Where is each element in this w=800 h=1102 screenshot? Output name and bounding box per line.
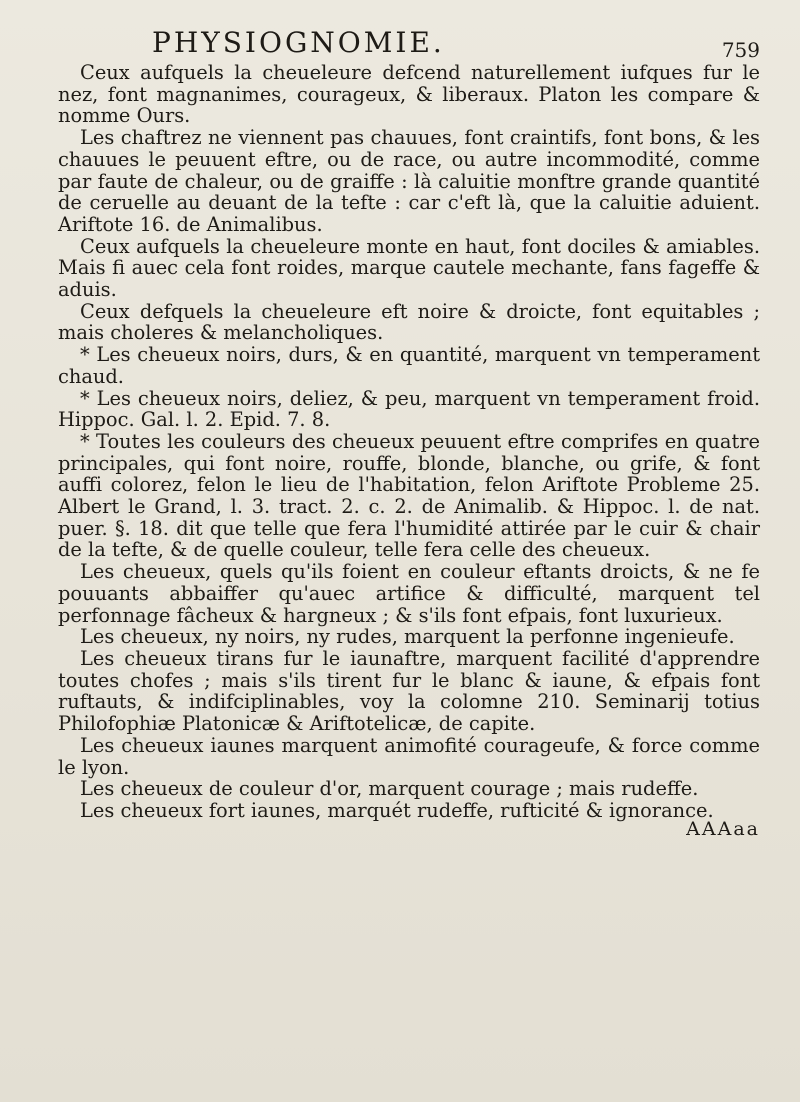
paragraph: Les chaftrez ne viennent pas chauues, font craintifs, font bons, & les chauues le peuuent eftre, ou de race, ou autre incommodité, comme par faute de chaleur, ou de graiffe : là caluitie monftre grande quantité de ceruelle au deuant de la tefte : car c'eft là, que la caluitie aduient. Ariftote 16. de Animalibus.	[58, 126, 760, 236]
paragraph: * Toutes les couleurs des cheueux peuuent eftre comprifes en quatre principales, qui font noire, rouffe, blonde, blanche, ou grife, & font auffi colorez, felon le lieu de l'habitation, felon Ariftote Probleme 25. Albert le Grand, l. 3. tract. 2. c. 2. de Animalib. & Hippoc. l. de nat. puer. §. 18. dit que telle que fera l'humidité attirée par le cuir & chair de la tefte, & de quelle couleur, telle fera celle des cheueux.	[58, 429, 760, 562]
body-text	[58, 62, 760, 822]
running-head: PHYSIOGNOMIE.	[152, 26, 445, 59]
page-header	[58, 18, 760, 62]
paragraph: Les cheueux de couleur d'or, marquent courage ; mais rudeffe.	[80, 777, 699, 801]
catchword: AAAaa	[686, 817, 760, 840]
paragraph: * Les cheueux noirs, deliez, & peu, marquent vn temperament froid. Hippoc. Gal. l. 2. Epid. 7. 8.	[58, 386, 760, 432]
paragraph: * Les cheueux noirs, durs, & en quantité, marquent vn temperament chaud.	[58, 343, 760, 388]
paragraph: Ceux defquels la cheueleure eft noire & droicte, font equitables ; mais choleres & melancholiques.	[58, 299, 760, 345]
paragraph: Les cheueux, ny noirs, ny rudes, marquent la perfonne ingenieufe.	[80, 625, 735, 649]
paragraph: Les cheueux fort iaunes, marquét rudeffe, rufticité & ignorance.	[80, 798, 714, 822]
paragraph: Les cheueux, quels qu'ils foient en couleur eftants droicts, & ne fe pouuants abbaiffer qu'auec artifice & difficulté, marquent tel perfonnage fâcheux & hargneux ; & s'ils font efpais, font luxurieux.	[58, 560, 760, 627]
paragraph: Ceux aufquels la cheueleure defcend naturellement iufques fur le nez, font magnanimes, courageux, & liberaux. Platon les compare & nomme Ours.	[58, 61, 760, 128]
paragraph: Les cheueux tirans fur le iaunaftre, marquent facilité d'apprendre toutes chofes ; mais s'ils tirent fur le blanc & iaune, & efpais font ruftauts, & indifciplinables, voy la colomne 210. Seminarij totius Philofophiæ Platonicæ & Ariftotelicæ, de capite.	[58, 646, 760, 736]
paragraph: Ceux aufquels la cheueleure monte en haut, font dociles & amiables. Mais fi auec cela font roides, marque cautele mechante, fans fageffe & aduis.	[58, 234, 760, 302]
page-number: 759	[721, 38, 760, 62]
paragraph: Les cheueux iaunes marquent animofité courageufe, & force comme le lyon.	[58, 733, 760, 779]
